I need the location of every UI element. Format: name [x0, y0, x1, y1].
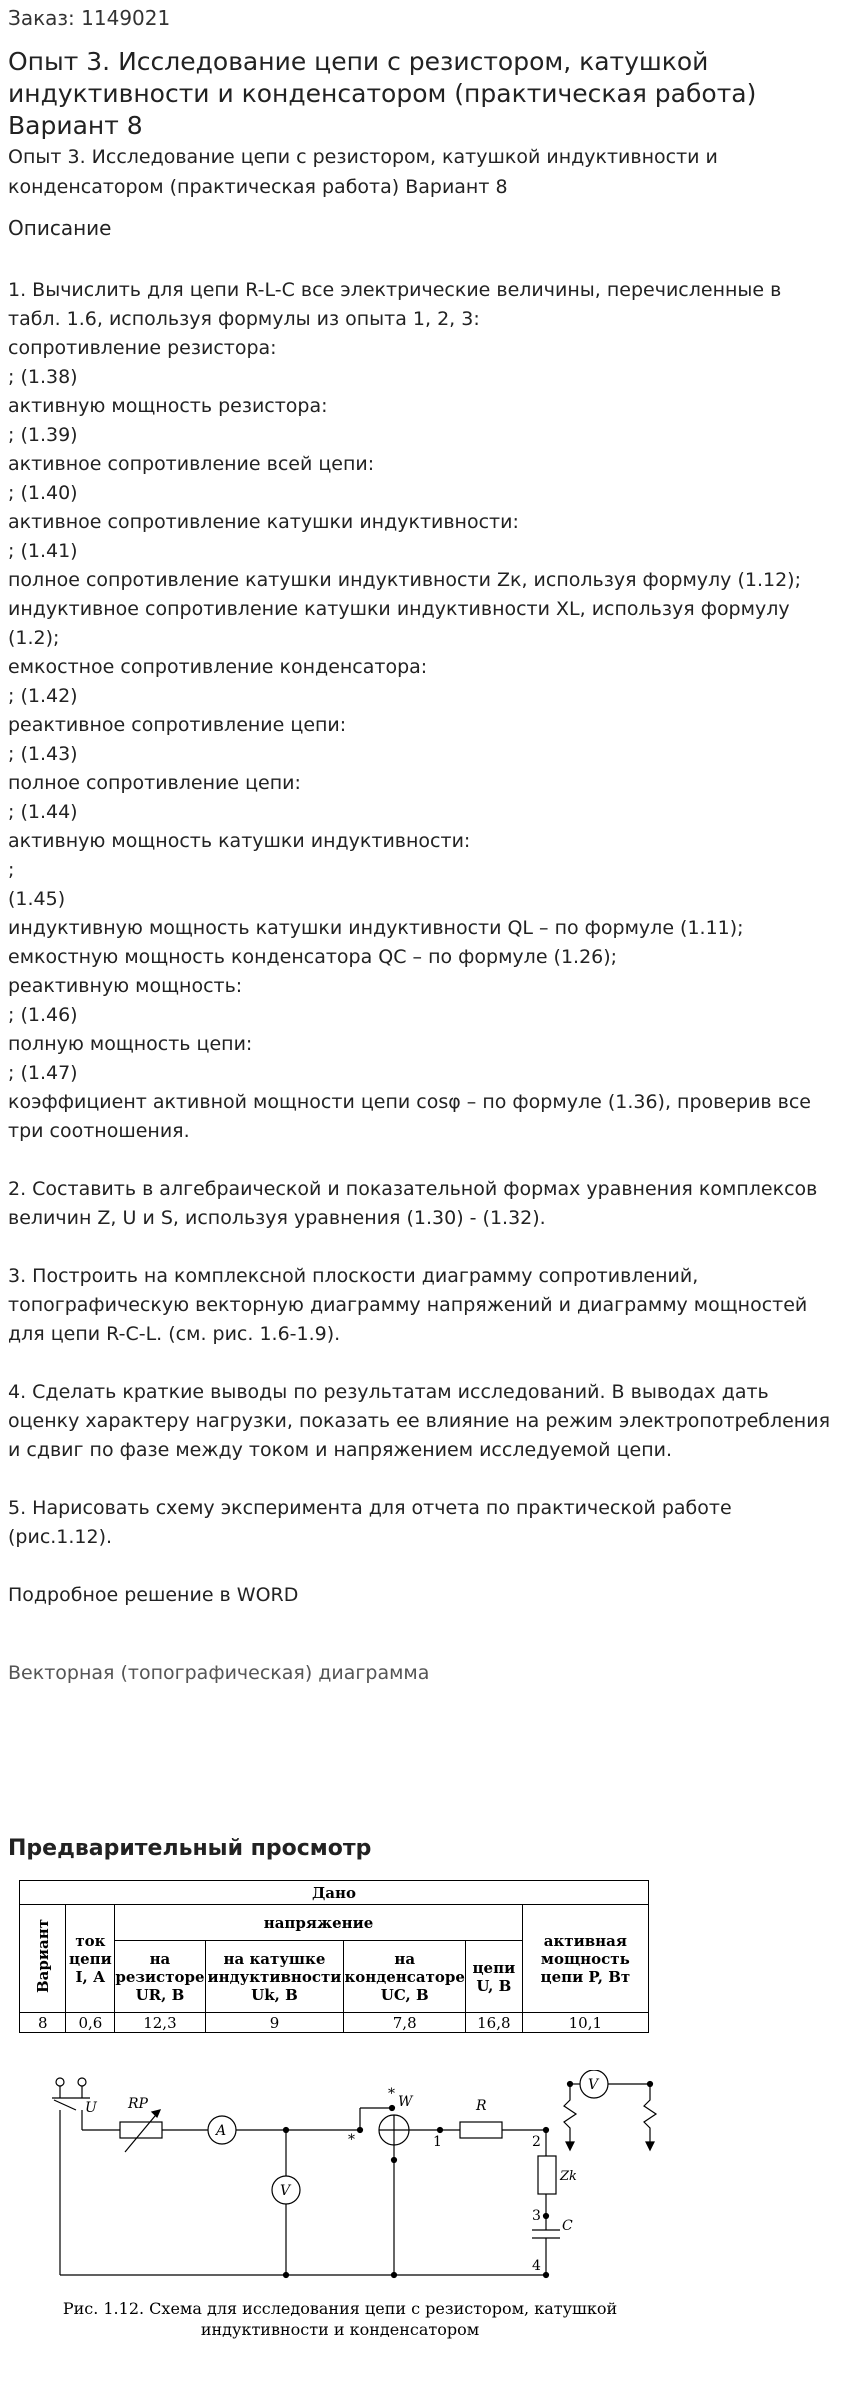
description-line: (1.45)	[8, 888, 66, 910]
description-line: реактивную мощность:	[8, 975, 243, 997]
probe-tip	[566, 2142, 574, 2150]
description-heading: Описание	[8, 216, 112, 240]
description-line	[8, 1349, 843, 1378]
description-line: ; (1.43)	[8, 743, 78, 765]
description-line: коэффициент активной мощности цепи cosφ – по формуле (1.36), проверив все	[8, 1091, 812, 1113]
description-body	[8, 276, 843, 1610]
probe-left	[564, 2084, 576, 2142]
caption-line-2: индуктивности и конденсатором	[200, 2320, 480, 2339]
description-line: 4. Сделать краткие выводы по результатам исследований. В выводах дать	[8, 1381, 769, 1403]
u-header	[465, 1941, 522, 2013]
description-line: активное сопротивление всей цепи:	[8, 453, 375, 475]
uk-header	[205, 1941, 344, 2013]
description-line: ;	[8, 859, 15, 881]
description-line: (1.2);	[8, 627, 60, 649]
figure-caption	[40, 2298, 640, 2340]
label-a: A	[216, 2123, 227, 2139]
description-line: (рис.1.12).	[8, 1526, 113, 1548]
uk-header-line2: индуктивности	[207, 1967, 342, 1986]
uc-header-line1: на	[394, 1949, 416, 1968]
description-line: Подробное решение в WORD	[8, 1584, 299, 1606]
given-data-table	[19, 1880, 649, 2033]
uk-header-line3: Uk, В	[251, 1985, 298, 2004]
arrow-head	[152, 2110, 160, 2117]
table-cell: 8	[20, 2013, 66, 2033]
current-header-line3: I, А	[75, 1967, 106, 1986]
description-line: три соотношения.	[8, 1120, 190, 1142]
description-line: активное сопротивление катушки индуктивности:	[8, 511, 519, 533]
description-line: ; (1.42)	[8, 685, 78, 707]
ur-header-line2: резисторе	[115, 1967, 205, 1986]
description-line: активную мощность резистора:	[8, 395, 328, 417]
label-node-4: 4	[532, 2258, 541, 2274]
table-cell: 10,1	[522, 2013, 648, 2033]
node	[390, 2106, 395, 2111]
current-header-line1: ток	[75, 1931, 106, 1950]
table-cell: 0,6	[66, 2013, 115, 2033]
description-line	[8, 1146, 843, 1175]
table-cell: 16,8	[465, 2013, 522, 2033]
terminal-right	[78, 2078, 86, 2086]
label-r: R	[476, 2098, 487, 2114]
ur-header-line1: на	[149, 1949, 171, 1968]
current-header	[66, 1905, 115, 2013]
caption-line-1: Рис. 1.12. Схема для исследования цепи с резистором, катушкой	[62, 2299, 618, 2318]
label-node-2: 2	[532, 2134, 541, 2150]
label-rp: RP	[128, 2096, 148, 2112]
description-line: для цепи R-C-L. (см. рис. 1.6-1.9).	[8, 1323, 341, 1345]
page-subtitle: Опыт 3. Исследование цепи с резистором, катушкой индуктивности и конденсатором (практическая работа) Вариант 8	[8, 146, 718, 198]
description-line	[8, 1233, 843, 1262]
label-v1: V	[280, 2183, 291, 2199]
uc-header-line3: UC, В	[380, 1985, 429, 2004]
description-line: 3. Построить на комплексной плоскости диаграмму сопротивлений,	[8, 1265, 699, 1287]
circuit-schematic	[40, 2070, 660, 2296]
uk-header-line1: на катушке	[223, 1949, 326, 1968]
description-line: ; (1.44)	[8, 801, 78, 823]
table-cell: 7,8	[344, 2013, 466, 2033]
node	[392, 2158, 397, 2163]
voltage-header: напряжение	[115, 1905, 522, 1941]
preview-heading: Предварительный просмотр	[8, 1836, 372, 1861]
description-line: ; (1.47)	[8, 1062, 78, 1084]
description-line: 1. Вычислить для цепи R-L-C все электрические величины, перечисленные в	[8, 279, 782, 301]
rheostat-arrow	[125, 2110, 160, 2152]
label-zk: Zk	[560, 2169, 577, 2184]
table-cell: 12,3	[115, 2013, 205, 2033]
label-star-left: *	[348, 2132, 355, 2148]
description-line: табл. 1.6, используя формулы из опыта 1, 2, 3:	[8, 308, 480, 330]
uc-header	[344, 1941, 466, 2013]
description-line: полное сопротивление цепи:	[8, 772, 301, 794]
description-line: ; (1.41)	[8, 540, 78, 562]
description-line: сопротивление резистора:	[8, 337, 277, 359]
uc-header-line2: конденсаторе	[344, 1967, 465, 1986]
terminal-left	[56, 2078, 64, 2086]
power-header	[522, 1905, 648, 2013]
probe-tip	[646, 2142, 654, 2150]
order-number: Заказ: 1149021	[8, 6, 171, 30]
vector-diagram-link[interactable]: Векторная (топографическая) диаграмма	[8, 1662, 430, 1684]
u-header-line2: U, В	[476, 1976, 512, 1995]
description-line: ; (1.40)	[8, 482, 78, 504]
probe-right	[644, 2084, 656, 2142]
description-line	[8, 1465, 843, 1494]
label-w: W	[398, 2094, 413, 2110]
description-line: индуктивное сопротивление катушки индуктивности XL, используя формулу	[8, 598, 790, 620]
table-cell: 9	[205, 2013, 344, 2033]
table-title: Дано	[20, 1881, 649, 1905]
label-node-1: 1	[433, 2134, 442, 2150]
description-line: реактивное сопротивление цепи:	[8, 714, 347, 736]
description-line: полное сопротивление катушки индуктивности Zк, используя формулу (1.12);	[8, 569, 801, 591]
description-line: и сдвиг по фазе между током и напряжением исследуемой цепи.	[8, 1439, 672, 1461]
description-line: емкостную мощность конденсатора QC – по формуле (1.26);	[8, 946, 618, 968]
resistor-r	[460, 2122, 502, 2138]
current-header-line2: цепи	[69, 1949, 112, 1968]
label-node-3: 3	[532, 2208, 541, 2224]
page-title: Опыт 3. Исследование цепи с резистором, катушкой индуктивности и конденсатором (практическая работа) Вариант 8	[8, 47, 757, 140]
node	[438, 2128, 443, 2133]
power-header-line1: активная	[543, 1931, 627, 1950]
description-line: емкостное сопротивление конденсатора:	[8, 656, 428, 678]
ur-header	[115, 1941, 205, 2013]
description-line: активную мощность катушки индуктивности:	[8, 830, 471, 852]
label-star-top: *	[388, 2086, 395, 2102]
description-line: 5. Нарисовать схему эксперимента для отчета по практической работе	[8, 1497, 732, 1519]
description-line: ; (1.39)	[8, 424, 78, 446]
description-line: 2. Составить в алгебраической и показательной формах уравнения комплексов	[8, 1178, 818, 1200]
description-line: индуктивную мощность катушки индуктивности QL – по формуле (1.11);	[8, 917, 744, 939]
description-line	[8, 1552, 843, 1581]
label-u: U	[85, 2100, 97, 2116]
power-header-line2: мощность	[540, 1949, 630, 1968]
ur-header-line3: UR, В	[135, 1985, 185, 2004]
description-line: величин Z, U и S, используя уравнения (1.30) - (1.32).	[8, 1207, 546, 1229]
description-line: топографическую векторную диаграмму напряжений и диаграмму мощностей	[8, 1294, 808, 1316]
inductor-zk	[538, 2156, 556, 2194]
u-header-line1: цепи	[472, 1958, 516, 1977]
variant-header: Вариант	[33, 1919, 52, 1994]
variant-header-cell	[20, 1905, 66, 2013]
description-line: ; (1.38)	[8, 366, 78, 388]
description-line: ; (1.46)	[8, 1004, 78, 1026]
label-v2: V	[588, 2077, 599, 2093]
power-header-line3: цепи P, Вт	[540, 1967, 631, 1986]
description-line: полную мощность цепи:	[8, 1033, 253, 1055]
rheostat	[120, 2122, 162, 2138]
description-line: оценку характеру нагрузки, показать ее влияние на режим электропотребления	[8, 1410, 831, 1432]
label-c: C	[562, 2218, 573, 2234]
